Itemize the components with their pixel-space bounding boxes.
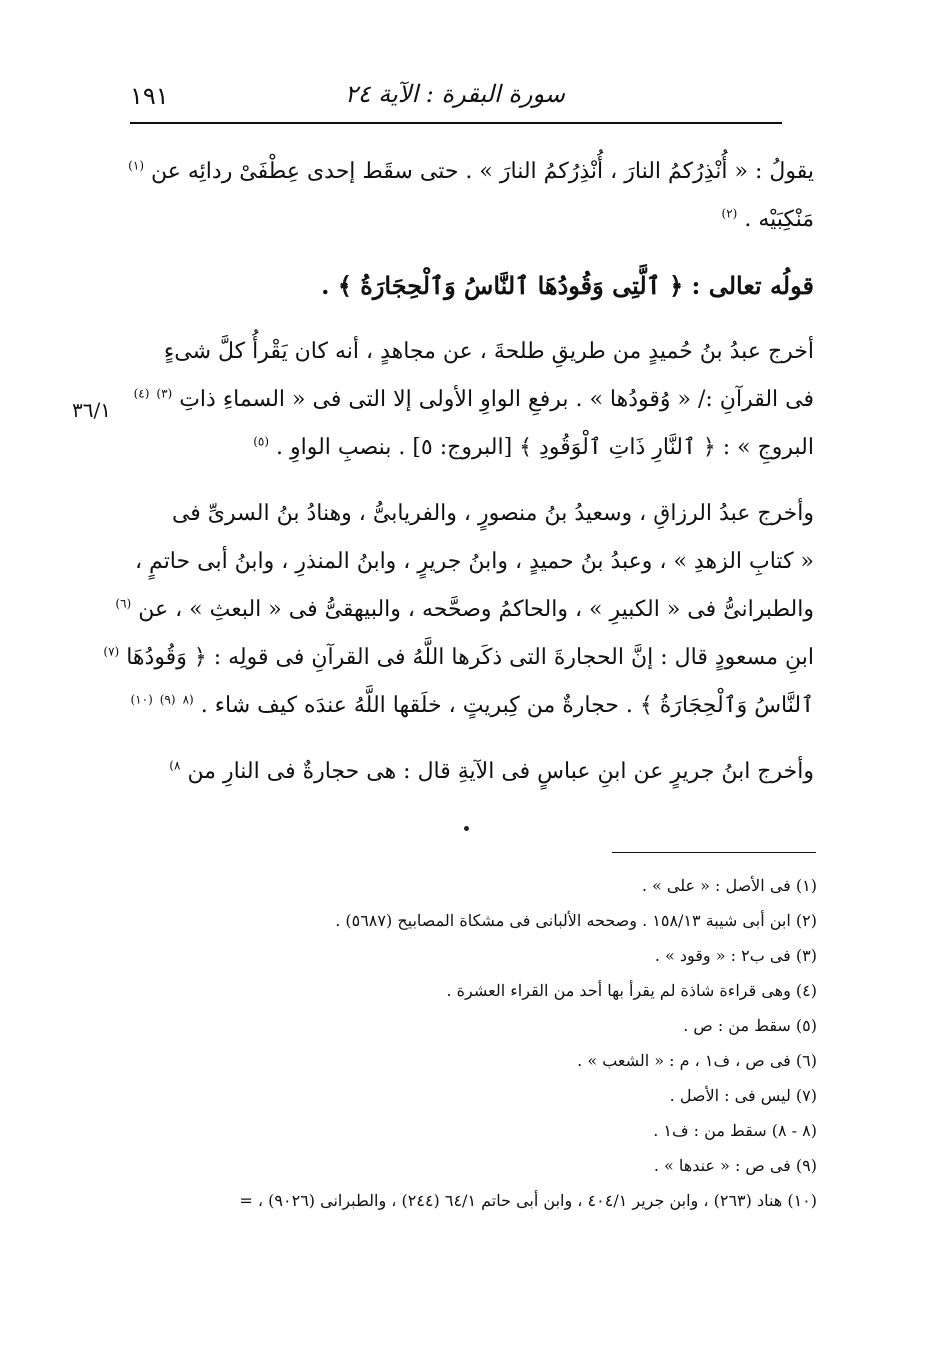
footnote-ref: (٨ [182, 692, 194, 707]
footnote-ref: ٨) [169, 758, 181, 773]
footnote: (١٠) هناد (٢٦٣) ، وابن جرير ٤٠٤/١ ، وابن أبى حاتم ٦٤/١ (٢٤٤) ، والطبرانى (٩٠٢٦) ، = [239, 1191, 817, 1210]
verse-heading-text: قولُه تعالى : ﴿ ٱلَّتِى وَقُودُهَا ٱلنَّاسُ وَٱلْحِجَارَةُ ﴾ . [321, 271, 814, 300]
line-text: وأخرج عبدُ الرزاقِ ، وسعيدُ بنُ منصورٍ ، والفريابىُّ ، وهنادُ بنُ السرىِّ فى [171, 501, 814, 526]
footnote-ref: (٦) [115, 596, 132, 611]
footnote-ref: (١) [128, 158, 144, 173]
line-text: ابنِ مسعودٍ قال : إنَّ الحجارةَ التى ذكَرها اللَّهُ فى القرآنِ فى قولِه : ﴿ وَقُودُهَا [126, 645, 814, 670]
line-text: وأخرج ابنُ جريرٍ عن ابنِ عباسٍ فى الآيةِ قال : هى حجارةٌ فى النارِ من [187, 759, 814, 784]
footnote: (٣) فى ب٢ : « وقود » . [654, 946, 817, 965]
line-text: البروجِ » : ﴿ ٱلنَّارِ ذَاتِ ٱلْوَقُودِ ﴾ [البروج: ٥] . بنصبِ الواوِ . [276, 435, 814, 460]
footnote: (٨ - ٨) سقط من : ف١ . [653, 1121, 817, 1140]
line-text: مَنْكِبَيْه . [744, 207, 814, 232]
main-text [103, 148, 814, 796]
header-rule [130, 122, 782, 124]
footnote: (٩) فى ص : « عندها » . [653, 1156, 817, 1175]
text-line [115, 586, 814, 634]
line-text: « كتابِ الزهدِ » ، وعبدُ بنُ حميدٍ ، وابنُ جريرٍ ، وابنُ المنذرِ ، وابنُ أبى حاتمٍ ، [134, 549, 814, 574]
page-number: ١٩١ [130, 82, 169, 110]
margin-reference: ٣٦/١ [72, 398, 111, 422]
footnote-ref: (٧) [103, 644, 120, 659]
line-text: يقولُ : « أُنْذِرُكمُ النارَ ، أُنْذِرُكمُ النارَ » . حتى سقَط إحدى عِطْفَىْ ردائِه عن [151, 159, 814, 184]
footnote: (١) فى الأصل : « على » . [641, 876, 817, 895]
footnote: (٦) فى ص ، ف١ ، م : « الشعب » . [577, 1051, 817, 1070]
footnote-ref: (٣) [156, 386, 173, 401]
line-text: والطبرانىُّ فى « الكبيرِ » ، والحاكمُ وصحَّحه ، والبيهقىُّ فى « البعثِ » ، عن [138, 597, 814, 622]
line-text: فى القرآنِ :/ « وُقودُها » . برفعِ الواوِ الأولى إلا التى فى « السماءِ ذاتِ [179, 387, 814, 412]
text-line [138, 748, 814, 796]
footnote-ref: (٩) [159, 692, 176, 707]
running-title: سورة البقرة : الآية ٢٤ [344, 80, 565, 108]
text-line [130, 682, 814, 730]
footnote: (٥) سقط من : ص . [683, 1016, 817, 1035]
footnote-ref: (٥) [253, 434, 270, 449]
text-line [103, 634, 814, 682]
footnote-rule [612, 852, 816, 853]
footnote-ref: (٤) [133, 386, 150, 401]
text-line [128, 148, 814, 196]
footnote-ref: (١٠) [130, 692, 153, 707]
text-line [133, 376, 814, 424]
line-text: ٱلنَّاسُ وَٱلْحِجَارَةُ ﴾ . حجارةٌ من كِبريتٍ ، خلَقها اللَّهُ عندَه كيف شاء . [200, 693, 814, 718]
text-line [138, 196, 814, 244]
text-line [138, 490, 814, 538]
footnote-ref: (٢) [721, 206, 738, 221]
page-header [130, 78, 780, 118]
line-text: أخرج عبدُ بنُ حُميدٍ من طريقِ طلحةَ ، عن مجاهدٍ ، أنه كان يَقْرأُ كلَّ شىءٍ [163, 339, 814, 364]
footnote: (٢) ابن أبى شيبة ١٥٨/١٣ . وصححه الألبانى فى مشكاة المصابيح (٥٦٨٧) . [335, 911, 817, 930]
text-line [138, 328, 814, 376]
text-line [138, 424, 814, 472]
footnote: (٤) وهى قراءة شاذة لم يقرأ بها أحد من القراء العشرة . [446, 981, 817, 1000]
footnotes [127, 868, 817, 1218]
verse-heading [138, 262, 814, 310]
footnote: (٧) ليس فى : الأصل . [669, 1086, 817, 1105]
text-line [134, 538, 814, 586]
ornament-dot [464, 826, 469, 831]
